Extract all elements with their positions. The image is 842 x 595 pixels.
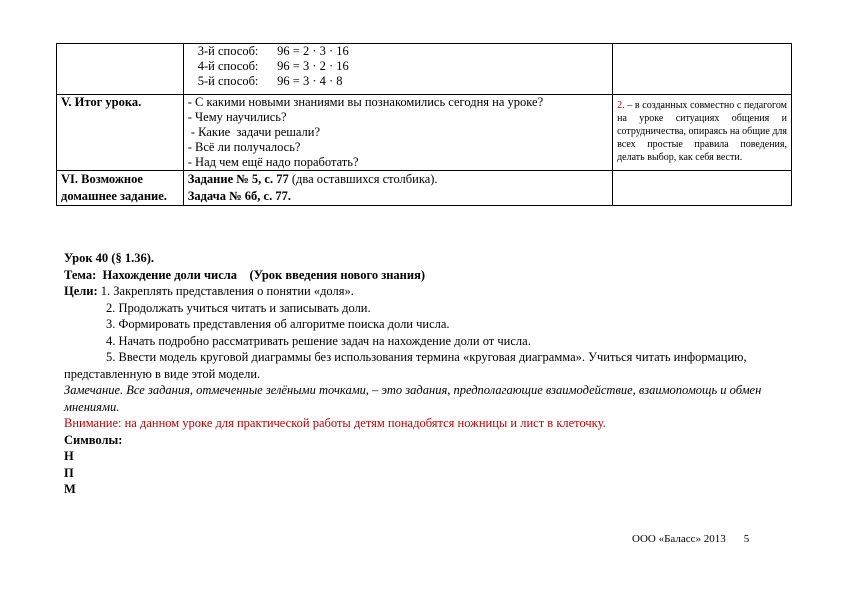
homework-cell [183, 171, 612, 206]
symbol-item: П [64, 465, 74, 480]
remark: Замечание. Все задания, отмеченные зелёными точками, – это задания, предполагающие взаимодействие, взаимопомощь и обмен мнениями. [64, 383, 762, 414]
lesson-table [56, 43, 792, 206]
question-line: - Над чем ещё надо поработать? [187, 155, 359, 169]
questions-cell [183, 95, 612, 171]
lesson-theme [64, 267, 764, 284]
goals-first [64, 283, 764, 300]
table-row [57, 95, 792, 171]
page-footer [632, 533, 749, 545]
symbols-label: Символы: [64, 432, 123, 447]
stage-cell [57, 95, 184, 171]
goal-item: 3. Формировать представления об алгоритме поиска доли числа. [106, 317, 450, 331]
methods-cell [183, 44, 612, 95]
symbol-item: М [64, 482, 76, 496]
stage-title: V. Итог урока. [61, 95, 142, 109]
homework-task-detail: (два оставшихся столбика). [288, 172, 438, 186]
attention-note: Внимание: на данном уроке для практической работы детям понадобятся ножницы и лист в клеточку. [64, 416, 606, 430]
goal-item: 1. Закреплять представления о понятии «доля». [97, 284, 354, 298]
stage-cell [57, 44, 184, 95]
question-line: - С какими новыми знаниями вы познакомились сегодня на уроке? [187, 95, 544, 109]
goals-label: Цели: [64, 284, 98, 298]
goal-item: 5. Ввести модель круговой диаграммы без использования термина «круговая диаграмма». Учиться читать информацию, представленную в виде этой модели. [64, 350, 747, 381]
homework-task-title: Задание № 5, с. 77 [187, 172, 289, 186]
symbol-item: Н [64, 449, 74, 463]
goal-item: 4. Начать подробно рассматривать решение задач на нахождение доли от числа. [106, 333, 531, 348]
homework-task [188, 171, 608, 188]
table-row [57, 171, 792, 206]
theme-label: Тема: [64, 267, 97, 282]
publisher: ООО «Баласс» 2013 [632, 533, 726, 545]
method-line: 3-й способ: 96 = 2 · 3 · 16 [197, 44, 349, 58]
question-line: - Какие задачи решали? [187, 125, 320, 139]
method-line: 4-й способ: 96 = 3 · 2 · 16 [197, 59, 349, 73]
note-cell [613, 44, 792, 95]
page-number: 5 [743, 533, 750, 545]
note-cell [613, 95, 792, 171]
competence-note [617, 95, 787, 164]
lesson-title: Урок 40 (§ 1.36). [64, 251, 155, 265]
table-row [57, 44, 792, 95]
stage-cell [57, 171, 184, 206]
stage-title: VI. Возможное домашнее задание. [61, 172, 167, 203]
question-line: - Всё ли получалось? [187, 140, 301, 154]
note-number: 2. [617, 100, 625, 111]
goal-item: 2. Продолжать учиться читать и записывать доли. [106, 300, 371, 315]
note-text: – в созданных совместно с педагогом на уроке ситуациях общения и сотрудничества, опираясь на общие для всех простые правила поведения, делать выбор, как себя вести. [617, 100, 787, 163]
theme-text: Нахождение доли числа (Урок введения нового знания) [96, 267, 426, 282]
note-cell [613, 171, 792, 206]
question-line: - Чему научились? [187, 110, 287, 124]
homework-task: Задача № 6б, с. 77. [187, 189, 291, 203]
method-line: 5-й способ: 96 = 3 · 4 · 8 [197, 74, 343, 88]
lesson-plan [64, 250, 764, 498]
